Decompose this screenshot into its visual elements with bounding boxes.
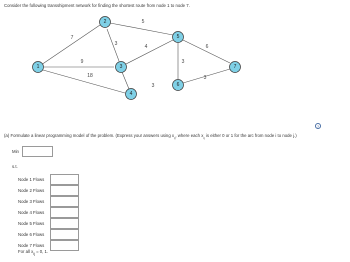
question-part-label: (a)	[4, 133, 10, 138]
node-4-flows-row	[18, 207, 79, 218]
node-3-flows-label: Node 3 Flows	[18, 199, 45, 204]
node-2-flows-label: Node 2 Flows	[18, 188, 45, 193]
svg-text:5: 5	[176, 34, 180, 40]
arc-6-7	[183, 69, 230, 83]
binary-constraint	[18, 249, 48, 256]
svg-text:1: 1	[36, 64, 40, 70]
arc-3-4	[122, 72, 129, 89]
node-3-flows-input[interactable]	[50, 196, 79, 207]
question-text-b: , where each x	[175, 133, 204, 138]
svg-text:2: 2	[103, 19, 107, 25]
node-4-flows-label: Node 4 Flows	[18, 210, 45, 215]
weight-3-4: 3	[151, 83, 155, 89]
node-6-flows-row	[18, 229, 79, 240]
node-1-flows-label: Node 1 Flows	[18, 177, 45, 182]
question-text-a: Formulate a linear programming model of the problem. (Express your answers using x	[10, 133, 175, 138]
node-4-flows-input[interactable]	[50, 207, 79, 218]
help-icon[interactable]: ?	[316, 124, 320, 129]
weight-5-7: 6	[205, 44, 209, 50]
objective-row	[12, 146, 53, 157]
weight-1-3: 9	[80, 59, 84, 65]
node-5-flows-row	[18, 218, 79, 229]
weight-2-5: 5	[141, 19, 145, 25]
question-sub-a: ij	[174, 135, 176, 140]
question-part-a	[4, 133, 297, 140]
node-5-flows-label: Node 5 Flows	[18, 221, 45, 226]
node-2	[100, 17, 111, 28]
node-1-flows-row	[18, 174, 79, 185]
svg-text:7: 7	[233, 64, 237, 70]
node-7-flows-label: Node 7 Flows	[18, 243, 45, 248]
node-6-flows-input[interactable]	[50, 229, 79, 240]
question-sub-b: ij	[203, 135, 205, 140]
arc-3-5	[126, 40, 173, 64]
subject-to-label: s.t.	[12, 164, 18, 169]
min-label: Min	[12, 149, 19, 154]
svg-text:6: 6	[176, 82, 180, 88]
weight-5-6: 3	[181, 59, 185, 65]
forall-sub: ij	[33, 251, 35, 256]
arc-1-2	[41, 25, 100, 65]
weight-1-2: 7	[70, 35, 74, 41]
weight-2-3: 3	[114, 41, 118, 47]
svg-text:3: 3	[119, 64, 123, 70]
forall-prefix: For all x	[18, 249, 34, 254]
node-5	[173, 32, 184, 43]
weight-1-4: 18	[87, 73, 93, 79]
node-2-flows-input[interactable]	[50, 185, 79, 196]
question-text-c: is either 0 or 1 for the arc from node i to node j.)	[204, 133, 297, 138]
svg-text:4: 4	[129, 91, 133, 97]
transshipment-network-diagram	[0, 0, 350, 120]
node-5-flows-input[interactable]	[50, 218, 79, 229]
node-3-flows-row	[18, 196, 79, 207]
node-1-flows-input[interactable]	[50, 174, 79, 185]
forall-suffix: = 0, 1.	[34, 249, 49, 254]
node-7-flows-input[interactable]	[50, 240, 79, 251]
weight-6-7: 3	[203, 75, 207, 81]
node-7	[230, 62, 241, 73]
node-3	[116, 62, 127, 73]
node-6	[173, 80, 184, 91]
weight-3-5: 4	[144, 44, 148, 50]
arc-1-4	[43, 70, 125, 93]
objective-input[interactable]	[22, 146, 53, 157]
node-4	[126, 89, 137, 100]
node-2-flows-row	[18, 185, 79, 196]
node-1	[33, 62, 44, 73]
problem-statement: Consider the following transshipment network for finding the shortest route from node 1 to node 7.	[4, 3, 190, 8]
node-6-flows-label: Node 6 Flows	[18, 232, 45, 237]
